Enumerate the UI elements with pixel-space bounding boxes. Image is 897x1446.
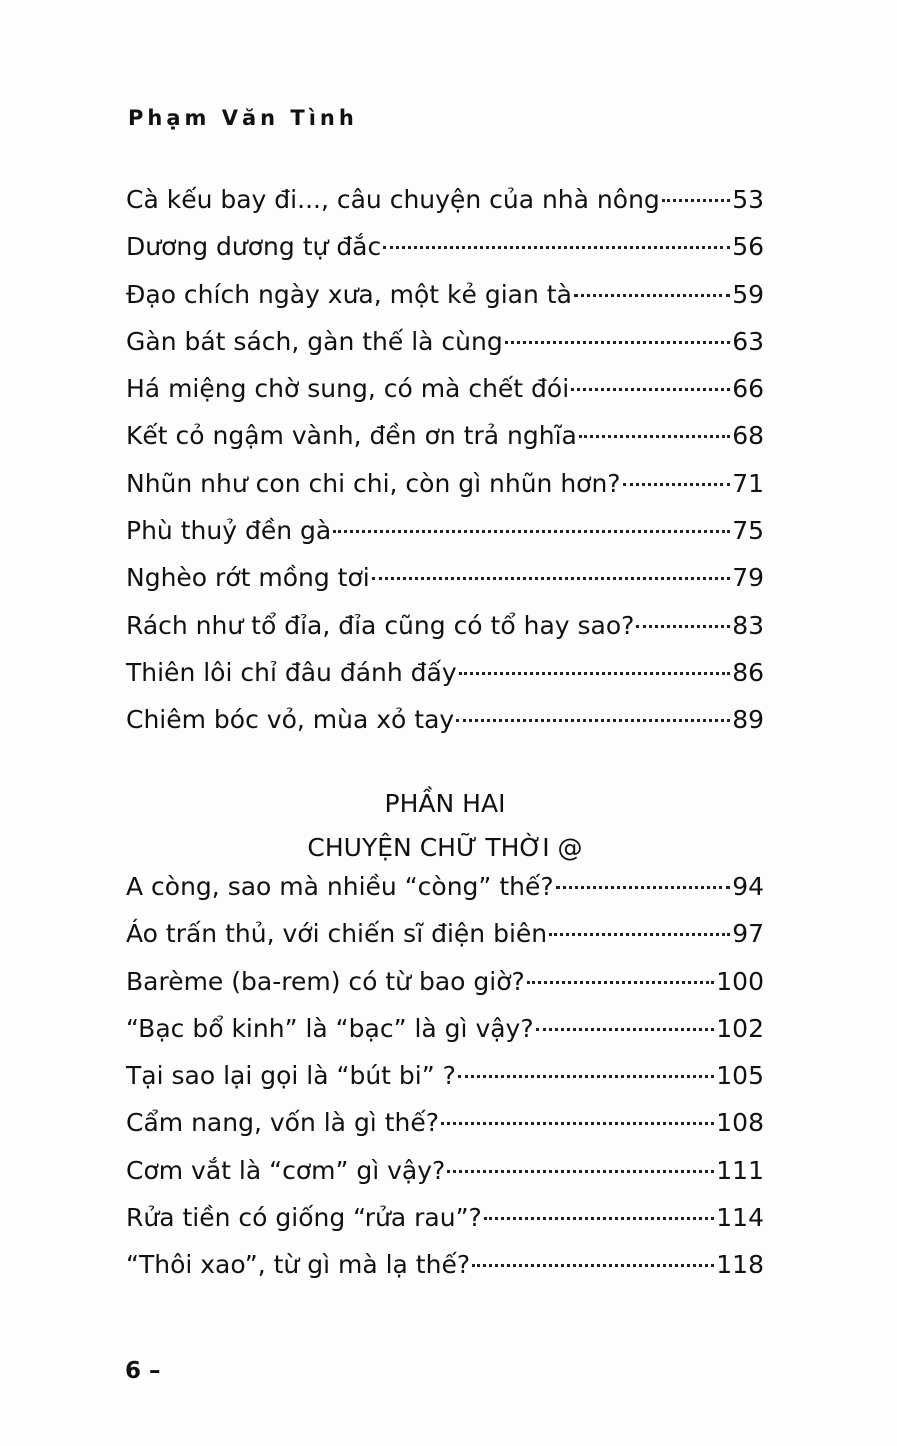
leader-dots bbox=[484, 1217, 714, 1220]
toc-entry-page: 53 bbox=[732, 185, 764, 214]
toc-entry-title: Cà kếu bay đi..., câu chuyện của nhà nông bbox=[126, 185, 660, 214]
toc-entry-page: 59 bbox=[732, 279, 764, 309]
leader-dots bbox=[472, 1264, 714, 1267]
leader-dots bbox=[505, 341, 730, 344]
toc-entry bbox=[126, 322, 764, 369]
toc-entry bbox=[126, 700, 764, 747]
toc-entry-page: 71 bbox=[732, 468, 764, 498]
toc-entry bbox=[126, 1009, 764, 1056]
toc-entry-title: Rửa tiền có giống “rửa rau”? bbox=[126, 1203, 482, 1233]
toc-entry-page: 79 bbox=[732, 563, 764, 593]
toc-entry bbox=[126, 1103, 764, 1150]
toc-section-1 bbox=[126, 180, 764, 748]
toc-entry-title: Kết cỏ ngậm vành, đền ơn trả nghĩa bbox=[126, 421, 577, 451]
toc-entry bbox=[126, 227, 764, 274]
leader-dots bbox=[459, 672, 731, 675]
leader-dots bbox=[579, 435, 730, 438]
toc-entry-page: 111 bbox=[716, 1155, 764, 1185]
part-subtitle: CHUYỆN CHỮ THỜI @ bbox=[307, 833, 583, 862]
toc-entry-title: “Bạc bổ kinh” là “bạc” là gì vậy? bbox=[126, 1013, 534, 1043]
leader-dots bbox=[372, 577, 730, 580]
toc-entry-title: Barème (ba-rem) có từ bao giờ? bbox=[126, 966, 525, 996]
leader-dots bbox=[333, 530, 730, 533]
leader-dots bbox=[636, 625, 730, 628]
leader-dots bbox=[456, 719, 730, 722]
toc-entry-title: Cơm vắt là “cơm” gì vậy? bbox=[126, 1155, 446, 1185]
toc-entry-page: 105 bbox=[716, 1061, 764, 1091]
toc-entry bbox=[126, 962, 764, 1009]
toc-entry-title: Đạo chích ngày xưa, một kẻ gian tà bbox=[126, 279, 572, 309]
toc-entry-title: Tại sao lại gọi là “bút bi” ? bbox=[126, 1061, 456, 1091]
toc-entry bbox=[126, 867, 764, 914]
toc-entry-page: 114 bbox=[716, 1203, 764, 1233]
toc-entry-title: Thiên lôi chỉ đâu đánh đấy bbox=[126, 657, 457, 687]
toc-entry-title: Rách như tổ đỉa, đỉa cũng có tổ hay sao? bbox=[126, 610, 635, 640]
toc-entry bbox=[126, 369, 764, 416]
leader-dots bbox=[574, 294, 730, 297]
toc-entry-title: Phù thuỷ đền gà bbox=[126, 516, 332, 546]
toc-entry-page: 63 bbox=[732, 326, 764, 356]
leader-dots bbox=[447, 1170, 714, 1173]
toc-entry-page: 97 bbox=[732, 919, 764, 949]
toc-entry bbox=[126, 914, 764, 961]
leader-dots bbox=[549, 933, 730, 936]
toc-entry bbox=[126, 653, 764, 700]
toc-entry-page: 102 bbox=[716, 1013, 764, 1043]
leader-dots bbox=[662, 199, 730, 202]
toc-entry-title: Nghèo rớt mồng tơi bbox=[126, 563, 370, 593]
toc-entry-page: 100 bbox=[716, 966, 764, 996]
toc-entry bbox=[126, 1056, 764, 1103]
leader-dots bbox=[556, 886, 731, 889]
toc-entry-page: 89 bbox=[732, 705, 764, 735]
toc-entry-title: Cẩm nang, vốn là gì thế? bbox=[126, 1108, 440, 1138]
leader-dots bbox=[441, 1122, 714, 1125]
leader-dots bbox=[623, 483, 731, 486]
leader-dots bbox=[527, 981, 715, 984]
toc-entry-title: Áo trấn thủ, với chiến sĩ điện biên bbox=[126, 919, 548, 949]
toc-section-2 bbox=[126, 867, 764, 1293]
toc-entry-page: 68 bbox=[732, 421, 764, 451]
toc-entry-title: Há miệng chờ sung, có mà chết đói bbox=[126, 374, 570, 404]
toc-entry-page: 75 bbox=[732, 516, 764, 546]
toc-entry bbox=[126, 1151, 764, 1198]
leader-dots bbox=[536, 1028, 715, 1031]
toc-entry-title: Gàn bát sách, gàn thế là cùng bbox=[126, 326, 503, 356]
part-label: PHẦN HAI bbox=[384, 789, 506, 818]
toc-entry-title: Dương dương tự đắc bbox=[126, 232, 382, 262]
toc-entry bbox=[126, 606, 764, 653]
toc-entry bbox=[126, 511, 764, 558]
toc-entry-page: 94 bbox=[732, 872, 764, 901]
toc-entry-page: 56 bbox=[732, 232, 764, 262]
toc-entry-title: Chiêm bóc vỏ, mùa xỏ tay bbox=[126, 705, 455, 735]
toc-entry bbox=[126, 275, 764, 322]
toc-entry-page: 83 bbox=[732, 610, 764, 640]
toc-entry-page: 66 bbox=[732, 374, 764, 404]
leader-dots bbox=[571, 388, 730, 391]
toc-entry-title: A còng, sao mà nhiều “còng” thế? bbox=[126, 872, 554, 901]
toc-entry bbox=[126, 558, 764, 605]
part-heading bbox=[126, 782, 764, 870]
toc-entry bbox=[126, 1198, 764, 1245]
toc-entry bbox=[126, 1245, 764, 1292]
running-head-author: Phạm Văn Tình bbox=[128, 106, 358, 130]
leader-dots bbox=[458, 1075, 714, 1078]
toc-entry-page: 118 bbox=[716, 1250, 764, 1280]
toc-entry-page: 86 bbox=[732, 657, 764, 687]
toc-entry bbox=[126, 416, 764, 463]
toc-entry-title: “Thôi xao”, từ gì mà lạ thế? bbox=[126, 1250, 471, 1280]
toc-entry bbox=[126, 464, 764, 511]
leader-dots bbox=[383, 246, 730, 249]
page-number-folio: 6 – bbox=[125, 1358, 161, 1384]
toc-entry bbox=[126, 180, 764, 227]
toc-entry-title: Nhũn như con chi chi, còn gì nhũn hơn? bbox=[126, 468, 621, 498]
toc-entry-page: 108 bbox=[716, 1108, 764, 1138]
